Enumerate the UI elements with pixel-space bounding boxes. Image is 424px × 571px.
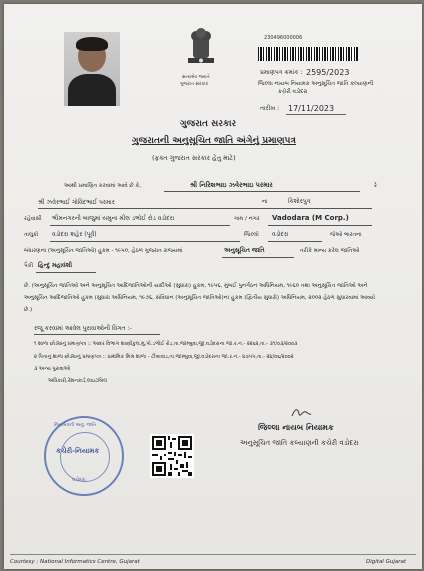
caste-name: હિન્દુ મહાવંશી <box>38 262 73 269</box>
national-emblem-icon <box>184 28 218 74</box>
district-value: વડોદરા <box>272 231 289 238</box>
taluka-label: તાલુકો <box>24 232 39 238</box>
emblem-caption: સત્યમેવ જયતે <box>182 75 210 80</box>
seal-text-top: નિયામકની અનુ. જાતિ <box>54 423 97 428</box>
emblem-caption-govt: ગુજરાત સરકાર <box>180 82 208 87</box>
certify-prefix: આથી પ્રમાણિત કરવામાં આવે છે કે, <box>64 183 142 189</box>
signature-icon <box>290 406 312 420</box>
applicant-photo <box>64 32 120 106</box>
relation-suffix: રે <box>374 183 377 189</box>
father-suffix: ના <box>262 199 268 205</box>
town-label: ગામ / નગર <box>234 216 260 222</box>
certificate-title: ગુજરાતની અનુસૂચિત જાતિ અંગેનું પ્રમાણપત્ર <box>132 136 296 146</box>
applicant-name: શ્રી નિરિશભાઇ ઝવેરભાઇ પરમાર <box>190 181 273 189</box>
qr-code <box>150 434 194 478</box>
district-label: જિલ્લો <box>244 232 259 238</box>
certificate-subtitle: (ફક્ત ગુજરાત સરકાર હેતુ માટે) <box>152 154 236 162</box>
footer-digital-gujarat: Digital Gujarat <box>366 559 407 565</box>
doc-item-3: ૩ અન્ય પુરાવાઓ <box>34 366 71 372</box>
footer-courtesy: Courtesy : National Informatics Centre, Gujarat <box>10 559 140 565</box>
state-label: જેઓ ભારતના <box>330 232 362 238</box>
resident-label: રહેવાસી <box>24 216 42 222</box>
town-value: Vadodara (M Corp.) <box>272 214 349 222</box>
caste-type: અનુસૂચિત જાતિ <box>224 247 265 254</box>
signatory-title: જિલ્લા નાયબ નિયામક <box>258 423 334 432</box>
cert-number-label: પ્રમાણપત્ર ક્રમાંક : <box>260 69 303 76</box>
caste-label: પૈકી <box>24 263 34 269</box>
barcode-number: 230496000006 <box>264 35 303 41</box>
signatory-office: અનુસૂચિત જાતિ કલ્યાણની કચેરી વડોદરા <box>240 439 359 447</box>
address: ભીમનગરની બાજુમાં યમુના મીલ ડભોઈ રોડ વડોદરા <box>52 215 175 222</box>
doc-item-4: અધિકારી,રેશનકાર્ડ,લાઇટબિલ <box>48 378 108 384</box>
issue-date: 17/11/2023 <box>288 104 335 113</box>
issuer-line-1: જિલ્લા નાયબ નિયામક અનુસૂચિત જાતિ કલ્યાણની <box>258 81 374 87</box>
seal-text-bottom: વડોદરા <box>72 477 86 483</box>
constitution-text: બંધારણના (અનુસૂચિત જાતિઓ) હુકમ - ૧૯૫૦, હેઠળ ગુજરાત રાજયમાં <box>24 248 183 254</box>
caste-type-suffix: તરીકે માન્ય કરેલ જાતિઓ <box>300 248 360 254</box>
govt-title: ગુજરાત સરકાર <box>180 119 237 129</box>
issuer-line-2: કચેરી વડોદરા <box>278 89 308 95</box>
office-seal <box>44 416 124 496</box>
date-label: તારીખ : <box>260 105 280 112</box>
relation-status: કિશોરપુત્ર <box>288 198 311 205</box>
docs-heading: રજૂ કરવામાં આવેલ પુરાવાઓની વિગત :- <box>34 325 132 332</box>
doc-item-1: ૧ શાળા છોડ્યાનું પ્રમાણપત્ર :: આદર વિભાગ શાસ્ત્રીકુલ,મુ.પો.ડભોઈ રોડ,તા.જામ્બુવા,જી.વડોદરાના જા.ર.નં.- ૨૨૬૨,તા.- ૩૧/૦૩/૨૦૦૩ <box>34 341 298 347</box>
doc-item-2: ૨ પિતાનું શાળા છોડ્યાનું પ્રમાણપત્ર :: પ્રાથમિક મિશ્ર શાળા - ટીંબાવાડ,તા.જામ્બુવા,જી.વડોદરાના જા.ર.નં.- ૪૭૫૫,તા.- ૨૪/૦૬/૨૦૦૨ <box>34 354 294 360</box>
father-name: શ્રી ઝવેરભાઈ ગોવિંદભાઈ પરમાર <box>38 199 115 206</box>
cert-number: 2595/2023 <box>306 68 350 77</box>
seal-text-center: કચેરી-નિયામક <box>56 447 100 455</box>
legal-paragraph: છે. (અનુસૂચિત જાતિઓ અને અનુસૂચિત આદિજાતિઓની યાદીઓ (સુધારા) હુકમ, ૧૯૫૬, મુંબઈ પુનર્ગઠન અધિનિયમ, ૧૯૬૦ તથા અનુસૂચિત જાતિઓ અને અનુસૂચિત આદિજાતિઓ હુકમ (સુધારા અધિનિયમ, ૧૯૭૬, સંવિધાન (અનુસૂચિત જાતિઓ)ના હુકમ (દ્વિતીય સુધારો) અધિનિયમ, ૨૦૦૨ હેઠળ સુધારવામાં આવ્યો છે.) <box>24 283 376 313</box>
barcode <box>258 47 358 61</box>
taluka-value: વડોદરા શહેર (પૂર્વ) <box>52 231 97 238</box>
certificate-page <box>4 4 422 569</box>
